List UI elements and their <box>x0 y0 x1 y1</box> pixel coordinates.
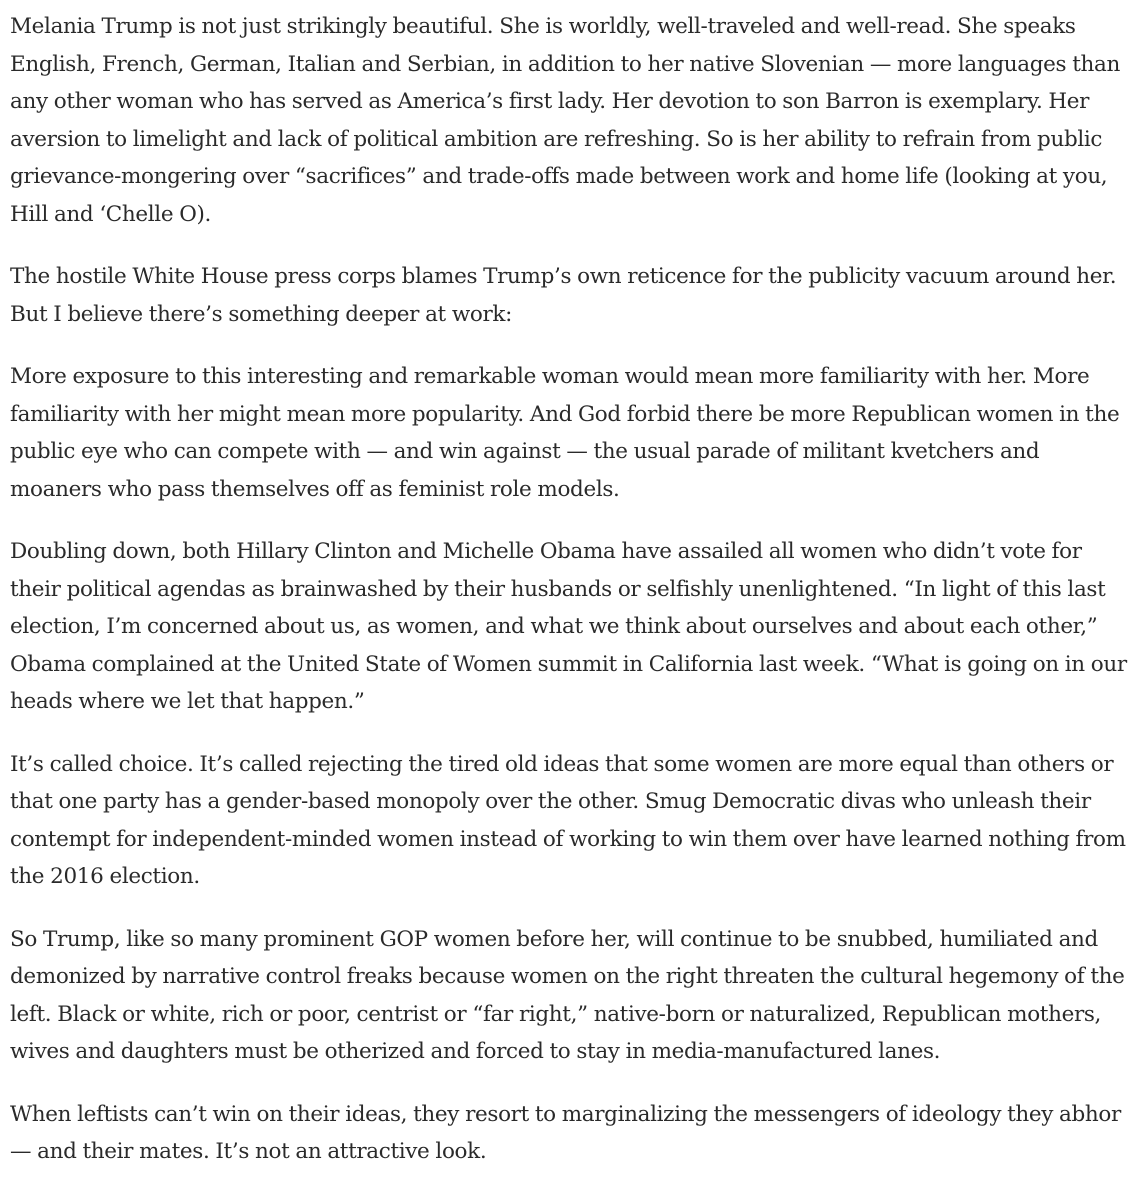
paragraph-5: It’s called choice. It’s called rejecting the tired old ideas that some women are more equal than others or that one party has a gender-based monopoly over the other. Smug Democratic divas who unleash their contempt for independent-minded women instead of working to win them over have learned nothing from the 2016 election. <box>10 751 1126 889</box>
paragraph-2: The hostile White House press corps blames Trump’s own reticence for the publicity vacuum around her. But I believe there’s something deeper at work: <box>10 264 1117 327</box>
paragraph-6: So Trump, like so many prominent GOP women before her, will continue to be snubbed, humiliated and demonized by narrative control freaks because women on the right threaten the cultural hegemony of the left. Black or white, rich or poor, centrist or “far right,” native-born or naturalized, Republican mothers, wives and daughters must be otherized and forced to stay in media-manufactured lanes. <box>10 926 1125 1064</box>
paragraph-4: Doubling down, both Hillary Clinton and Michelle Obama have assailed all women who didn’t vote for their political agendas as brainwashed by their husbands or selfishly unenlightened. “In light of this last election, I’m concerned about us, as women, and what we think about ourselves and about each other,” Obama complained at the United State of Women summit in California last week. “What is going on in our heads where we let that happen.” <box>10 539 1127 714</box>
article-body <box>10 8 1132 1171</box>
paragraph-7: When leftists can’t win on their ideas, they resort to marginalizing the messengers of ideology they abhor — and their mates. It’s not an attractive look. <box>10 1101 1121 1164</box>
paragraph-1: Melania Trump is not just strikingly beautiful. She is worldly, well-traveled and well-read. She speaks English, French, German, Italian and Serbian, in addition to her native Slovenian — more languages than any other woman who has served as America’s first lady. Her devotion to son Barron is exemplary. Her aversion to limelight and lack of political ambition are refreshing. So is her ability to refrain from public grievance-mongering over “sacrifices” and trade-offs made between work and home life (looking at you, Hill and ‘Chelle O). <box>10 14 1120 227</box>
paragraph-3: More exposure to this interesting and remarkable woman would mean more familiarity with her. More familiarity with her might mean more popularity. And God forbid there be more Republican women in the public eye who can compete with — and win against — the usual parade of militant kvetchers and moaners who pass themselves off as feminist role models. <box>10 364 1120 502</box>
